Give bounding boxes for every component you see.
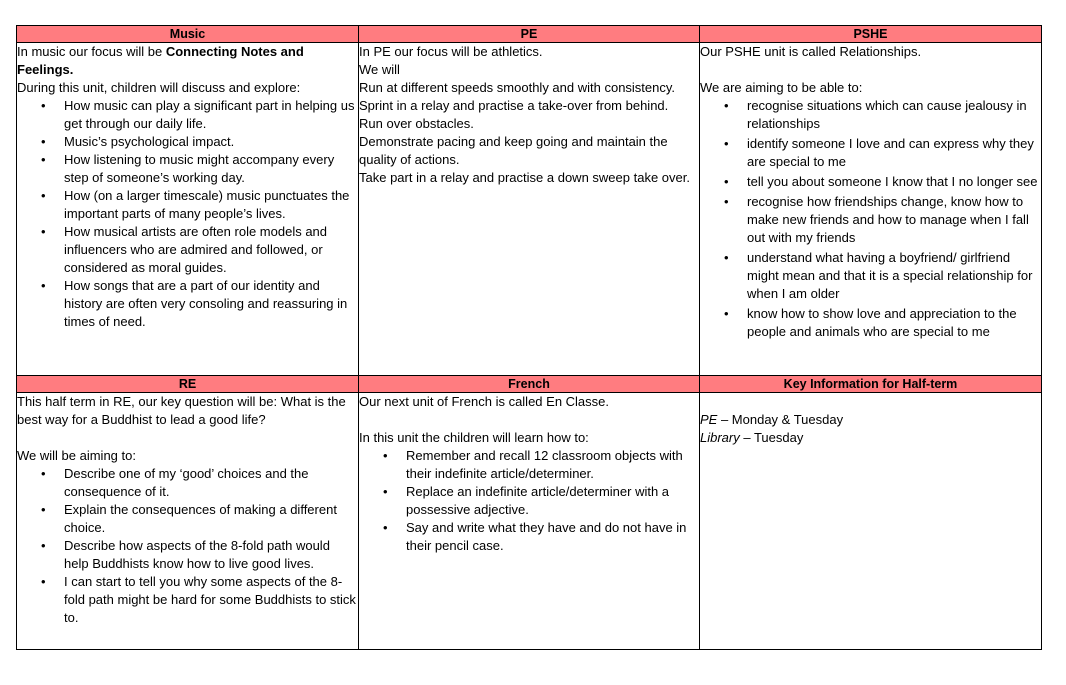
re-intro: This half term in RE, our key question will be: What is the best way for a Buddhist to lead a good life? bbox=[17, 394, 346, 427]
spacer bbox=[700, 61, 1041, 79]
key-info-cell bbox=[700, 393, 1042, 650]
pshe-cell bbox=[700, 43, 1042, 376]
pshe-header: PSHE bbox=[700, 26, 1042, 43]
spacer bbox=[17, 429, 358, 447]
french-bullet-list bbox=[359, 447, 699, 555]
spacer bbox=[359, 411, 699, 429]
pe-line: Sprint in a relay and practise a take-over from behind. bbox=[359, 98, 669, 113]
pe-line: Demonstrate pacing and keep going and maintain the quality of actions. bbox=[359, 134, 668, 167]
re-bullet-list bbox=[17, 465, 358, 627]
music-focus-title: Connecting Notes and Feelings. bbox=[17, 44, 304, 77]
list-item: • know how to show love and appreciation to the people and animals who are special to me bbox=[747, 305, 1041, 341]
key-info-text: – Monday & Tuesday bbox=[717, 412, 844, 427]
french-cell bbox=[359, 393, 700, 650]
list-item: • Say and write what they have and do not have in their pencil case. bbox=[406, 519, 699, 555]
list-item: • Music’s psychological impact. bbox=[64, 133, 358, 151]
list-item: • How (on a larger timescale) music punctuates the important parts of many people’s lives. bbox=[64, 187, 358, 223]
pe-line: Run over obstacles. bbox=[359, 116, 474, 131]
list-item: • recognise how friendships change, know how to make new friends and how to manage when I fall out with my friends bbox=[747, 193, 1041, 247]
list-item: • understand what having a boyfriend/ girlfriend might mean and that it is a special relationship for when I am older bbox=[747, 249, 1041, 303]
key-info-label: PE bbox=[700, 412, 718, 427]
music-intro-prefix: In music our focus will be bbox=[17, 44, 166, 59]
list-item: • Describe one of my ‘good’ choices and the consequence of it. bbox=[64, 465, 358, 501]
pshe-lead: We are aiming to be able to: bbox=[700, 80, 863, 95]
music-bullet-list bbox=[17, 97, 358, 331]
music-lead: During this unit, children will discuss and explore: bbox=[17, 80, 301, 95]
key-info-item bbox=[700, 429, 1041, 447]
key-info-text: – Tuesday bbox=[739, 430, 804, 445]
list-item: • Remember and recall 12 classroom objects with their indefinite article/determiner. bbox=[406, 447, 699, 483]
french-header: French bbox=[359, 376, 700, 393]
list-item: • Describe how aspects of the 8-fold path would help Buddhists know how to live good lives. bbox=[64, 537, 358, 573]
list-item: • How listening to music might accompany every step of someone’s working day. bbox=[64, 151, 358, 187]
french-intro: Our next unit of French is called En Classe. bbox=[359, 394, 610, 409]
music-header: Music bbox=[17, 26, 359, 43]
pe-line: Take part in a relay and practise a down sweep take over. bbox=[359, 170, 690, 185]
pe-cell bbox=[359, 43, 700, 376]
pshe-intro: Our PSHE unit is called Relationships. bbox=[700, 44, 922, 59]
key-info-label: Library bbox=[700, 430, 740, 445]
spacer bbox=[700, 393, 1041, 411]
pe-header: PE bbox=[359, 26, 700, 43]
list-item: • identify someone I love and can express why they are special to me bbox=[747, 135, 1041, 171]
list-item: • How music can play a significant part in helping us get through our daily life. bbox=[64, 97, 358, 133]
pe-line: In PE our focus will be athletics. bbox=[359, 44, 543, 59]
pe-line: We will bbox=[359, 62, 400, 77]
pshe-bullet-list bbox=[700, 97, 1041, 341]
list-item: • Explain the consequences of making a different choice. bbox=[64, 501, 358, 537]
re-header: RE bbox=[17, 376, 359, 393]
curriculum-table bbox=[16, 25, 1042, 650]
french-lead: In this unit the children will learn how to: bbox=[359, 430, 589, 445]
list-item: • Replace an indefinite article/determiner with a possessive adjective. bbox=[406, 483, 699, 519]
music-intro bbox=[17, 43, 358, 79]
list-item: • I can start to tell you why some aspects of the 8-fold path might be hard for some Buddhists to stick to. bbox=[64, 573, 358, 627]
key-info-header: Key Information for Half-term bbox=[700, 376, 1042, 393]
re-cell bbox=[17, 393, 359, 650]
music-cell bbox=[17, 43, 359, 376]
list-item: • How songs that are a part of our identity and history are often very consoling and reassuring in times of need. bbox=[64, 277, 358, 331]
list-item: • tell you about someone I know that I no longer see bbox=[747, 173, 1041, 191]
list-item: • recognise situations which can cause jealousy in relationships bbox=[747, 97, 1041, 133]
pe-line: Run at different speeds smoothly and with consistency. bbox=[359, 80, 676, 95]
list-item: • How musical artists are often role models and influencers who are admired and followed, or considered as moral guides. bbox=[64, 223, 358, 277]
key-info-item bbox=[700, 411, 1041, 429]
re-lead: We will be aiming to: bbox=[17, 448, 136, 463]
